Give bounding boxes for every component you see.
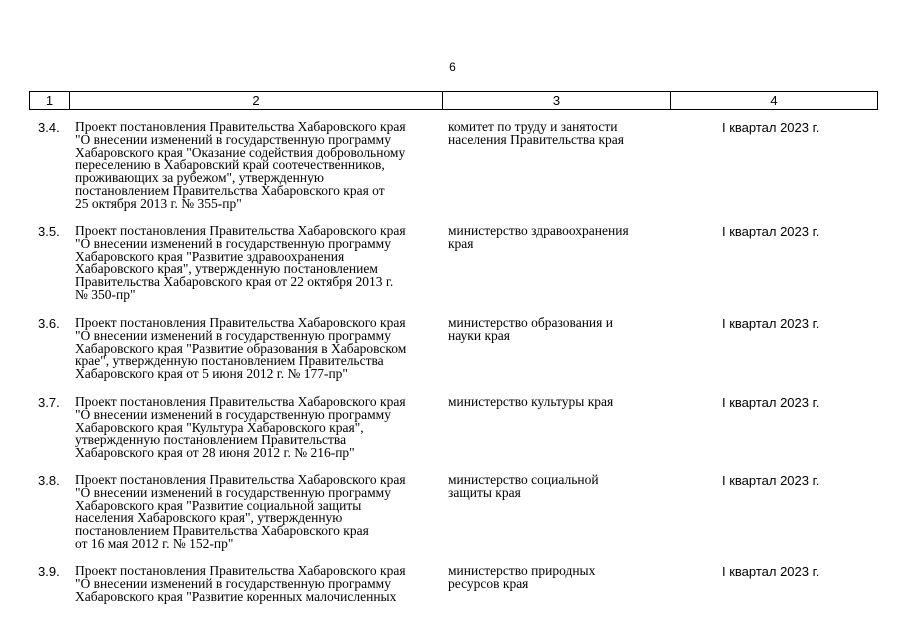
row-description [75,121,440,211]
responsible-line: министерство здравоохранения [448,223,629,238]
responsible-line: министерство социальной [448,472,599,487]
row-description [75,225,440,302]
row-description [75,474,440,551]
page-number: 6 [449,60,456,74]
description-line: Хабаровского края "Развитие здравоохранения [75,248,345,264]
column-header-table [29,91,878,110]
row-deadline: I квартал 2023 г. [722,120,820,135]
description-line: Проект постановления Правительства Хабаровского края [75,394,406,409]
description-line: Проект постановления Правительства Хабаровского края [75,315,406,330]
column-header-3: 3 [443,92,671,110]
description-line: переселению в Хабаровский край соотечественников, [75,157,385,173]
description-line: 25 октября 2013 г. № 355-пр" [75,195,242,211]
description-line: Хабаровского края "Развитие коренных малочисленных [75,588,397,604]
description-line: Хабаровского края "Оказание содействия добровольному [75,144,406,160]
row-responsible [448,565,668,591]
description-line: Правительства Хабаровского края от 22 октября 2013 г. [75,274,394,290]
description-line: проживающих за рубежом", утвержденную [75,170,324,186]
row-responsible [448,474,668,500]
row-number: 3.4. [38,120,60,135]
description-line: № 350-пр" [75,286,136,302]
description-line: населения Хабаровского края", утвержденную [75,510,343,526]
row-number: 3.9. [38,564,60,579]
responsible-line: комитет по труду и занятости [448,119,618,134]
row-deadline: I квартал 2023 г. [722,316,820,331]
description-line: Хабаровского края "Развитие образования в Хабаровском [75,340,407,356]
row-responsible [448,225,668,251]
description-line: "О внесении изменений в государственную программу [75,406,391,422]
description-line: "О внесении изменений в государственную программу [75,235,391,251]
row-description [75,396,440,460]
responsible-line: защиты края [448,484,521,500]
description-line: Проект постановления Правительства Хабаровского края [75,223,406,238]
description-line: постановлением Правительства Хабаровского края [75,523,369,539]
description-line: Хабаровского края "Развитие социальной защиты [75,497,362,513]
row-deadline: I квартал 2023 г. [722,224,820,239]
row-number: 3.5. [38,224,60,239]
row-responsible [448,317,668,343]
description-line: "О внесении изменений в государственную программу [75,327,391,343]
row-description [75,317,440,381]
row-deadline: I квартал 2023 г. [722,473,820,488]
description-line: Хабаровского края от 28 июня 2012 г. № 216-пр" [75,445,355,461]
row-number: 3.6. [38,316,60,331]
description-line: "О внесении изменений в государственную программу [75,484,391,500]
row-description [75,565,440,603]
description-line: Хабаровского края "Культура Хабаровского края", [75,419,364,435]
responsible-line: министерство образования и [448,315,613,330]
column-header-2: 2 [70,92,443,110]
row-deadline: I квартал 2023 г. [722,564,820,579]
description-line: Проект постановления Правительства Хабаровского края [75,472,406,487]
description-line: утвержденную постановлением Правительства [75,432,347,448]
row-responsible [448,121,668,147]
responsible-line: края [448,235,474,251]
row-number: 3.8. [38,473,60,488]
column-header-1: 1 [30,92,70,110]
responsible-line: науки края [448,327,510,343]
description-line: Хабаровского края от 5 июня 2012 г. № 177-пр" [75,366,348,382]
description-line: "О внесении изменений в государственную программу [75,131,391,147]
description-line: постановлением Правительства Хабаровского края от [75,182,385,198]
description-line: "О внесении изменений в государственную программу [75,575,391,591]
responsible-line: министерство культуры края [448,394,614,409]
row-responsible [448,396,668,409]
description-line: от 16 мая 2012 г. № 152-пр" [75,535,234,551]
responsible-line: ресурсов края [448,575,529,591]
column-header-4: 4 [671,92,878,110]
row-number: 3.7. [38,395,60,410]
description-line: Проект постановления Правительства Хабаровского края [75,563,406,578]
row-deadline: I квартал 2023 г. [722,395,820,410]
responsible-line: министерство природных [448,563,596,578]
description-line: Хабаровского края", утвержденную постановлением [75,261,378,277]
responsible-line: населения Правительства края [448,131,624,147]
description-line: крае", утвержденную постановлением Правительства [75,353,384,369]
description-line: Проект постановления Правительства Хабаровского края [75,119,406,134]
